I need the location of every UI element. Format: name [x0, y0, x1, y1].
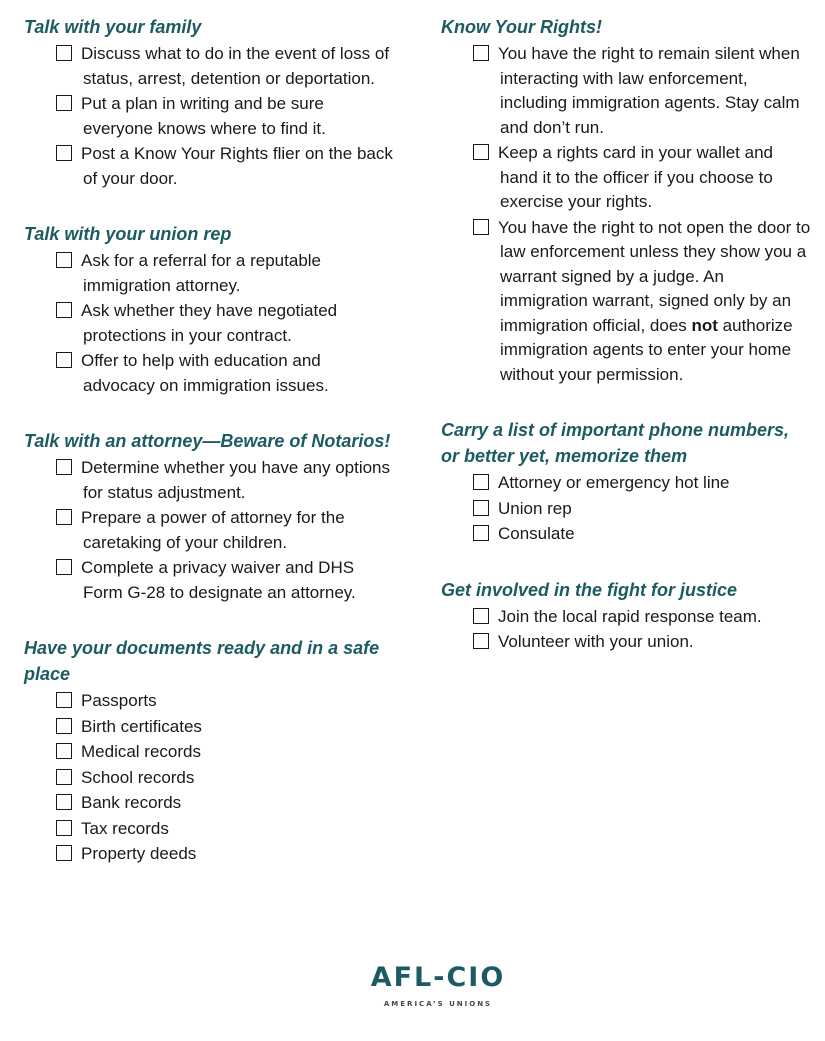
checklist-item-text: Keep a rights card in your wallet and hand it to the officer if you choose to exercise your rights. [498, 143, 773, 211]
section-heading: Get involved in the fight for justice [441, 579, 738, 600]
checklist [24, 689, 394, 867]
checkbox[interactable] [56, 352, 72, 368]
logo-wordmark: AFL-CIO [370, 962, 506, 993]
checkbox[interactable] [56, 769, 72, 785]
checkbox[interactable] [473, 474, 489, 490]
checklist-item [441, 522, 811, 547]
section-heading: Have your documents ready and in a safe place [24, 638, 380, 684]
section-attorney [24, 428, 394, 605]
checkbox[interactable] [56, 845, 72, 861]
checklist-item-text [500, 216, 811, 388]
checklist-item [441, 497, 811, 522]
checklist-item [24, 506, 394, 555]
section-know-your-rights [441, 14, 811, 387]
checklist-item-text: Consulate [498, 524, 575, 543]
checklist-item-text: Tax records [81, 818, 169, 838]
checkbox[interactable] [473, 45, 489, 61]
afl-cio-logo [336, 962, 540, 1020]
section-documents [24, 635, 394, 867]
checklist-item [441, 216, 811, 388]
section-heading: Talk with an attorney—Beware of Notarios! [24, 431, 391, 451]
checkbox[interactable] [473, 144, 489, 160]
section-phone-numbers [441, 417, 811, 547]
checklist-item [24, 689, 394, 714]
checklist-item-text: Ask for a referral for a reputable immigration attorney. [81, 251, 322, 295]
checklist-item [24, 556, 394, 605]
checkbox[interactable] [56, 718, 72, 734]
checklist-item-text: Passports [81, 691, 157, 710]
checklist-item [441, 471, 811, 496]
checklist-item-text: Complete a privacy waiver and DHS Form G-28 to designate an attorney. [81, 558, 356, 602]
checklist-item-text: Property deeds [81, 844, 197, 863]
checkbox[interactable] [473, 525, 489, 541]
checklist-item-text: Prepare a power of attorney for the caretaking of your children. [81, 508, 345, 552]
checklist [24, 456, 394, 605]
section-heading: Carry a list of important phone numbers, or better yet, memorize them [441, 420, 790, 466]
checklist-item-text: Join the local rapid response team. [498, 606, 762, 626]
checklist-item-text: Offer to help with education and advocacy on immigration issues. [81, 351, 329, 395]
checklist-item [24, 740, 394, 765]
checklist-item [24, 456, 394, 505]
checkbox[interactable] [56, 459, 72, 475]
section-get-involved [441, 577, 811, 655]
checklist-item [24, 249, 394, 298]
checkbox[interactable] [473, 500, 489, 516]
emphasis-not: not [691, 315, 718, 335]
checklist [441, 42, 811, 387]
checklist-item-text: Ask whether they have negotiated protections in your contract. [81, 301, 338, 345]
checkbox[interactable] [56, 252, 72, 268]
checklist-item-text: Put a plan in writing and be sure everyone knows where to find it. [81, 94, 326, 138]
checklist-item [441, 42, 811, 140]
checkbox[interactable] [56, 820, 72, 836]
checklist-item [24, 817, 394, 842]
checkbox[interactable] [473, 608, 489, 624]
section-family [24, 14, 394, 191]
checklist [24, 42, 394, 191]
checklist-item [24, 142, 394, 191]
checkbox[interactable] [473, 219, 489, 235]
checklist-item-text: Medical records [81, 742, 201, 761]
warrant-text-after: authorize immigration agents to enter your home without your permission. [500, 315, 793, 384]
checklist [24, 249, 394, 398]
checkbox[interactable] [56, 509, 72, 525]
section-heading: Know Your Rights! [441, 17, 602, 37]
checklist-item [441, 141, 811, 215]
checklist-item-text: Bank records [81, 793, 182, 812]
checklist-item-text: Post a Know Your Rights flier on the back of your door. [81, 144, 393, 188]
checklist-item-text: You have the right to remain silent when interacting with law enforcement, including immigration agents. Stay calm and don’t run. [498, 44, 800, 137]
checklist-item [441, 630, 811, 655]
checklist-item-text: School records [81, 767, 195, 787]
checklist-item [441, 605, 811, 630]
checkbox[interactable] [56, 145, 72, 161]
checkbox[interactable] [56, 794, 72, 810]
checkbox[interactable] [473, 633, 489, 649]
checklist [441, 471, 811, 547]
right-column [441, 14, 811, 656]
checklist-item [24, 766, 394, 791]
checklist-item [24, 349, 394, 398]
warrant-text-before: You have the right to not open the door to law enforcement unless they show you a warrant signed by a judge. An immigration warrant, signed only by an immigration official, does [498, 217, 811, 335]
checklist-item-text: Union rep [498, 498, 572, 518]
checkbox[interactable] [56, 95, 72, 111]
checklist-item-text: Discuss what to do in the event of loss of status, arrest, detention or deportation. [81, 44, 390, 88]
section-heading: Talk with your union rep [24, 224, 232, 244]
checkbox[interactable] [56, 45, 72, 61]
checklist-item-text: Birth certificates [81, 716, 202, 736]
checklist-item [24, 299, 394, 348]
checklist-item [24, 42, 394, 91]
checklist-item [24, 791, 394, 816]
checklist-item-text: Determine whether you have any options for status adjustment. [81, 458, 391, 502]
checklist-item [24, 92, 394, 141]
checkbox[interactable] [56, 743, 72, 759]
checklist-item [24, 715, 394, 740]
section-heading: Talk with your family [24, 17, 202, 37]
logo-tagline: AMERICA’S UNIONS [383, 1000, 493, 1008]
checkbox[interactable] [56, 559, 72, 575]
checklist-item-text: Volunteer with your union. [498, 632, 694, 651]
section-union-rep [24, 221, 394, 398]
checkbox[interactable] [56, 692, 72, 708]
checklist-item-text: Attorney or emergency hot line [498, 473, 730, 492]
checklist [441, 605, 811, 655]
checkbox[interactable] [56, 302, 72, 318]
checklist-item [24, 842, 394, 867]
left-column [24, 14, 394, 868]
